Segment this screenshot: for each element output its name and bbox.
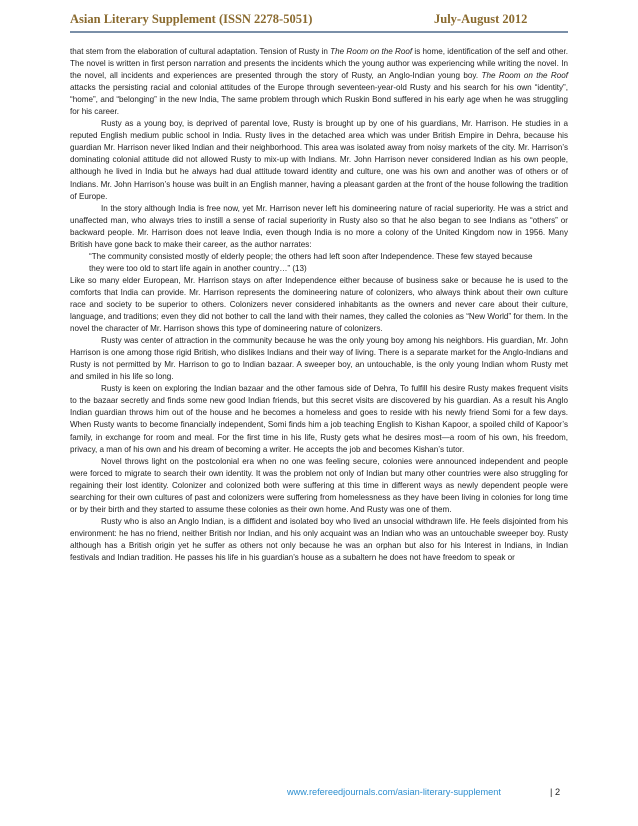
paragraph-7: Novel throws light on the postcolonial era when no one was feeling secure, colonies were announced independent and people were forced to migrate to search their own identity. It was the problem not only of Indian but many other countries were also struggling for regaining their lost identity. Colonizer and colonized both were suffering at this time in different ways as newly dependent people were searching for their own cultures of past and colonizers were suffering from homelessness as they have been living in colonies for long time or by their birth and they started to assume these colonies as their own home. And Rusty was one of them. bbox=[70, 456, 568, 514]
paragraph-3: In the story although India is free now, yet Mr. Harrison never left his domineering nature of racial superiority. He was a strict and unaffected man, who always tries to instill a sense of racial superiority in Rusty also so that he also began to see Indians as “others” or backward people. Mr. Harrison does not leave India, even though India is no more a colony of the United Kingdom now in 1956. Many British have gone back to make their career, as the author narrates: bbox=[70, 203, 568, 249]
running-header bbox=[70, 12, 568, 32]
book-title: The Room on the Roof bbox=[481, 71, 568, 81]
article-body bbox=[70, 46, 568, 564]
book-title: The Room on the Roof bbox=[330, 47, 413, 56]
issue-date: July-August 2012 bbox=[434, 12, 528, 26]
page-number: | 2 bbox=[550, 787, 561, 797]
paragraph-6: Rusty is keen on exploring the Indian bazaar and the other famous side of Dehra, To fulfill his desire Rusty makes frequent visits to the bazaar secretly and finds some new good Indian friends, but this secret visits are discovered by his guardian. As a result his Anglo Indian guardian throws him out of the house and he becomes a homeless and goes to reside with his newly friend Somi for a few days. When Rusty wants to become financially independent, Somi finds him a job teaching English to Kishan Kapoor, a spoiled child of Kapoor’s family, in exchange for room and meal. For the first time in his life, Rusty gets what he desires most—a room of his own, his freedom, privacy, a man of his own and his dream of becoming a writer. He accepts the job and becomes Kishan’s tutor. bbox=[70, 384, 568, 454]
journal-url[interactable]: www.refereedjournals.com/asian-literary-supplement bbox=[287, 787, 501, 797]
paragraph-1: that stem from the elaboration of cultural adaptation. Tension of Rusty in The Room on the Roof is home, identification of the self and other. The novel is written in first person narration and presents the incidents which the young author was experiencing while writing the novel. In the novel, all incidents and experiences are presented through the story of Rusty, an Anglo-Indian young boy. The Room on the Roof attacks the persisting racial and colonial attitudes of the Europe through seventeen-year-old Rusty and his search for his own “identity”, “home”, and “belonging” in the new India, The same problem through which Ruskin Bond suffered in his early age when he was struggling for his career. bbox=[70, 47, 568, 117]
paragraph-8: Rusty who is also an Anglo Indian, is a diffident and isolated boy who lived an unsocial withdrawn life. He feels disjointed from his environment: he has no friend, neither British nor Indian, and his only acquaint was an Indian who was an untouchable sweeper boy. Rusty although has a British origin yet he suffer as others not only because he was an orphan but also for his Interest in Indians, in Indian festivals and Indian tradition. He passes his life in his guardian’s house as a subaltern he does not have freedom to speak or bbox=[70, 516, 568, 562]
block-quote: “The community consisted mostly of elderly people; the others had left soon after Independence. These few stayed because they were too old to start life again in another country…” (13) bbox=[89, 251, 533, 273]
page-footer bbox=[70, 787, 568, 801]
paragraph-4: Like so many elder European, Mr. Harrison stays on after Independence either because of business sake or because he is used to the comforts that India can provide. Mr. Harrison represents the domineering nature of colonizers, who always think about their own culture race and society to be superior to others. Colonizers never considered inhabitants as the owners and never care about their culture, language, and traditions; even they did not bother to call the land with their names, they called the colonies as “New World” for them. In the novel the character of Mr. Harrison shows this type of domineering nature of colonizers. bbox=[70, 275, 568, 334]
paragraph-5: Rusty was center of attraction in the community because he was the only young boy among his neighbors. His guardian, Mr. John Harrison is one among those rigid British, who dislikes Indians and their way of living. There is a separate market for the Anglo-Indians and Rusty is not permitted by Mr. Harrison to go to Indian bazaar. A sweeper boy, an untouchable, is the only young Indian whom Rusty met and smiled in his life so long. bbox=[70, 336, 568, 382]
journal-title: Asian Literary Supplement (ISSN 2278-5051) bbox=[70, 12, 313, 26]
paragraph-2: Rusty as a young boy, is deprived of parental love, Rusty is brought up by one of his guardians, Mr. Harrison. He studies in a reputed English medium public school in India. Rusty lives in the detached area which was under British Empire in Dehra, because his guardian Mr. Harrison never liked Indian and their neighborhood. This area was isolated away from noisy markets of the city. Mr. Harrison’s dominating colonial attitude did not allowed Rusty to mix-up with Indians. Mr. John Harrison never considered Indian as his own people, although he lived in India but he always had dual attitude toward identity and culture, one was his own and another was of others or of Indians. Mr. John Harrison’s house was built in an English manner, having a pleasant garden at the front of the house following the tradition of Europe. bbox=[70, 119, 568, 201]
header-rule bbox=[70, 31, 568, 33]
